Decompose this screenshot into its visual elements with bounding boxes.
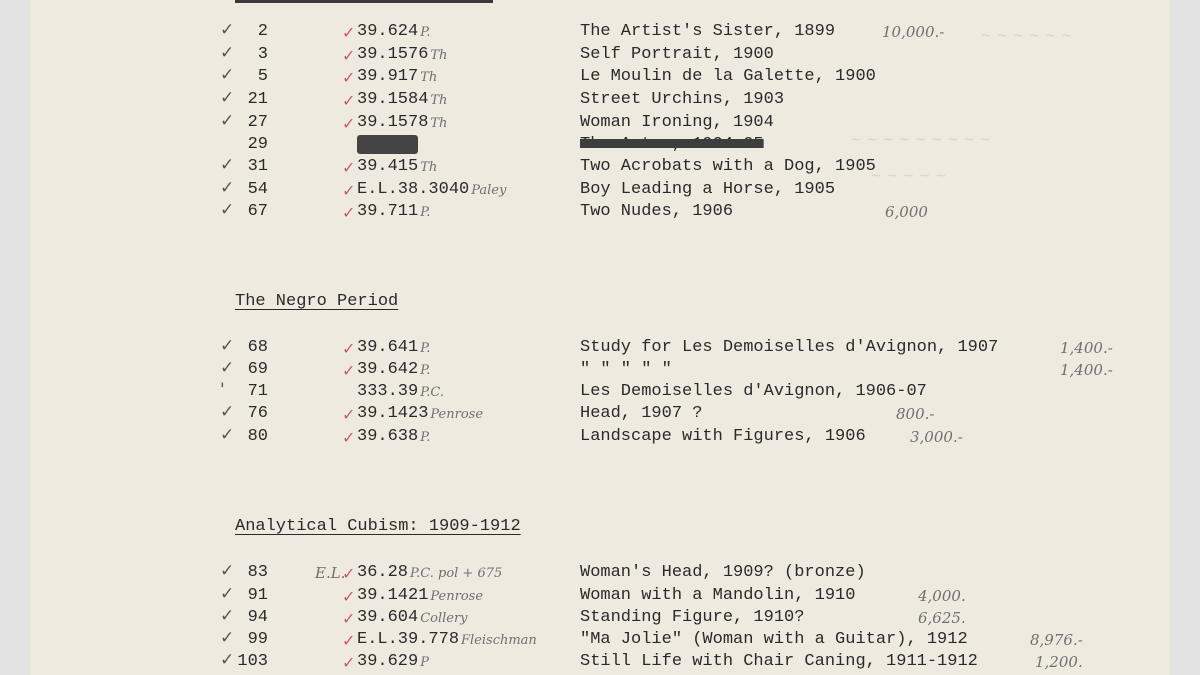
list-item — [30, 338, 1170, 360]
accession-note: Collery — [420, 611, 468, 626]
artwork-title: Standing Figure, 1910? — [580, 608, 805, 627]
accession-checkmark: ✓ — [342, 114, 356, 133]
accession-number: 39.711 — [357, 202, 419, 221]
list-item — [30, 157, 1170, 179]
price-note: 800.- — [896, 405, 935, 423]
artwork-title: Study for Les Demoiselles d'Avignon, 1907 — [580, 338, 999, 357]
accession-note: P. — [420, 205, 431, 220]
checkmark: ✓ — [220, 402, 235, 422]
item-number: 94 — [247, 608, 268, 627]
accession-checkmark: ✓ — [342, 203, 356, 222]
accession-number: 39.641 — [357, 338, 419, 357]
list-item — [30, 202, 1170, 224]
checkmark: ✓ — [220, 20, 235, 40]
accession-note: P — [420, 655, 429, 670]
list-item — [30, 563, 1170, 585]
accession-note: P. — [420, 341, 431, 356]
accession-note: Fleischman — [461, 633, 537, 648]
artwork-title: The Actor, 1904-05 — [580, 135, 764, 154]
item-number: 21 — [247, 90, 268, 109]
accession-note: Th — [430, 48, 448, 63]
accession-number: 39.415 — [357, 157, 419, 176]
accession-number: 333.39 — [357, 382, 419, 401]
accession-note: P.C. — [420, 385, 445, 400]
accession-number: 39.1584 — [357, 90, 429, 109]
accession-number: 36.28 — [357, 563, 409, 582]
checkmark: ✓ — [220, 358, 235, 378]
list-item — [30, 45, 1170, 67]
list-item — [30, 135, 1170, 157]
checkmark: ✓ — [220, 628, 235, 648]
accession-number: 39.1423 — [357, 404, 429, 423]
item-number: 76 — [247, 404, 268, 423]
checkmark: ✓ — [220, 178, 235, 198]
list-item — [30, 180, 1170, 202]
accession-number: 39.624 — [357, 22, 419, 41]
list-item — [30, 382, 1170, 404]
accession-checkmark: ✓ — [342, 68, 356, 87]
accession-number: 39.917 — [357, 67, 419, 86]
accession-checkmark: ✓ — [342, 339, 356, 358]
price-note: 1,400.- — [1060, 339, 1113, 357]
accession-note: Penrose — [430, 589, 484, 604]
item-number: 68 — [247, 338, 268, 357]
list-item — [30, 113, 1170, 135]
accession-checkmark: ✓ — [342, 609, 356, 628]
price-note: 6,625. — [918, 609, 966, 627]
item-number: 71 — [247, 382, 268, 401]
checkmark: ' — [220, 380, 225, 400]
checkmark: ✓ — [220, 111, 235, 131]
accession-checkmark: ✓ — [342, 91, 356, 110]
list-item — [30, 360, 1170, 382]
artwork-title: Woman with a Mandolin, 1910 — [580, 586, 856, 605]
accession-checkmark: ✓ — [342, 361, 356, 380]
list-item — [30, 67, 1170, 89]
artwork-title: Two Acrobats with a Dog, 1905 — [580, 157, 876, 176]
item-number: 67 — [247, 202, 268, 221]
checkmark: ✓ — [220, 425, 235, 445]
artwork-title: "Ma Jolie" (Woman with a Guitar), 1912 — [580, 630, 968, 649]
artwork-title: " " " " " — [580, 360, 672, 379]
item-number: 27 — [247, 113, 268, 132]
accession-number: 39.629 — [357, 652, 419, 671]
accession-note: P. — [420, 25, 431, 40]
item-number: 54 — [247, 180, 268, 199]
artwork-title: The Artist's Sister, 1899 — [580, 22, 836, 41]
accession-number: E.L.39.778 — [357, 630, 460, 649]
list-item — [30, 22, 1170, 44]
accession-checkmark: ✓ — [342, 631, 356, 650]
artwork-title: Les Demoiselles d'Avignon, 1906-07 — [580, 382, 927, 401]
section-title: The Negro Period — [235, 292, 399, 311]
price-note: 1,400.- — [1060, 361, 1113, 379]
accession-note: Th — [430, 116, 448, 131]
list-item — [30, 404, 1170, 426]
list-item — [30, 586, 1170, 608]
price-note: 3,000.- — [910, 428, 963, 446]
price-note: 10,000.- — [882, 23, 945, 41]
accession-checkmark: ✓ — [342, 428, 356, 447]
item-number: 31 — [247, 157, 268, 176]
accession-number: 39.638 — [357, 427, 419, 446]
document-page: ~ ~ ~ ~ ~ ~ ~ ~ ~ ~ ~ ~ ~ ~ ~ ~ ~ ~ ~ ~ ✓ 2 ✓ 39.624 P. The Artist's Sister, 1899 10,000.- ✓ 3 ✓ 39.1576 Th Self Portrait, 1900 ✓ 5 ✓ 39.917 Th Le Moulin de la Galette, 1900 ✓ 21 ✓ 39.1584 Th Street Urchins, 1903 ✓ 27 ✓ 39.1578 Th Woman Ironing, 1904 29 39.210 The Actor, 1904-05 ✓ 31 ✓ 39.415 Th Two Acrobats with a Dog, 1905 ✓ 54 ✓ E.L.38.3040 Paley Boy Leading a Horse, 1905 ✓ 67 ✓ 39.711 P. Two Nudes, 1906 6,000 The Negro Period ✓ 68 ✓ 39.641 P. Study for Les Demoiselles d'Avignon, 1907 1,400.- ✓ 69 ✓ 39.642 P. " " " " " 1,400.- ' 71 333.39 P.C. Les Demoiselles d'Avignon, 1906-07 ✓ 76 ✓ 39.1423 Penrose Head, 1907 ? 800.- ✓ 80 ✓ 39.638 P. Landscape with Figures, 1906 3,000.- Analytical Cubism: 1909-1912 ✓ 83 E.L. ✓ 36.28 P.C. pol + 675 Woman's Head, 1909? (bronze) ✓ 91 ✓ 39.1421 Penrose Woman with a Mandolin, 1910 4,000. ✓ 94 ✓ 39.604 Collery Standing Figure, 1910? 6,625. ✓ 99 ✓ E.L.39.778 Fleischman "Ma Jolie" (Woman with a Guitar), 1912 8,976.- ✓ 103 ✓ 39.629 P Still Life with Chair Caning, 1911-1912 1,200. — [30, 0, 1170, 675]
accession-number: 39.1576 — [357, 45, 429, 64]
item-number: 5 — [257, 67, 268, 86]
item-number: 29 — [247, 135, 268, 154]
artwork-title: Self Portrait, 1900 — [580, 45, 774, 64]
accession-checkmark: ✓ — [342, 23, 356, 42]
checkmark: ✓ — [220, 65, 235, 85]
accession-number: 39.1578 — [357, 113, 429, 132]
item-number: 3 — [257, 45, 268, 64]
accession-number: E.L.38.3040 — [357, 180, 470, 199]
accession-note: Penrose — [430, 407, 484, 422]
accession-number: 39.642 — [357, 360, 419, 379]
artwork-title: Woman Ironing, 1904 — [580, 113, 774, 132]
accession-checkmark: ✓ — [342, 158, 356, 177]
accession-note: Th — [430, 93, 448, 108]
item-number: 80 — [247, 427, 268, 446]
accession-note: P.C. pol + 675 — [410, 566, 503, 581]
accession-note: Th — [420, 70, 438, 85]
list-item — [30, 630, 1170, 652]
artwork-title: Still Life with Chair Caning, 1911-1912 — [580, 652, 978, 671]
artwork-title: Head, 1907 ? — [580, 404, 703, 423]
accession-checkmark: ✓ — [342, 653, 356, 672]
accession-checkmark: ✓ — [342, 587, 356, 606]
artwork-title: Woman's Head, 1909? (bronze) — [580, 563, 866, 582]
checkmark: ✓ — [220, 200, 235, 220]
artwork-title: Street Urchins, 1903 — [580, 90, 785, 109]
item-number: 99 — [247, 630, 268, 649]
item-number: 2 — [257, 22, 268, 41]
checkmark: ✓ — [220, 561, 235, 581]
list-item — [30, 90, 1170, 112]
checkmark: ✓ — [220, 43, 235, 63]
checkmark: ✓ — [220, 88, 235, 108]
item-number: 83 — [247, 563, 268, 582]
accession-note: P. — [420, 363, 431, 378]
item-number: 91 — [247, 586, 268, 605]
list-item — [30, 427, 1170, 449]
top-underline — [235, 0, 493, 3]
checkmark: ✓ — [220, 650, 235, 670]
price-note: 8,976.- — [1030, 631, 1083, 649]
item-number: 103 — [237, 652, 268, 671]
checkmark: ✓ — [220, 606, 235, 626]
accession-prefix: E.L. — [315, 564, 346, 582]
accession-checkmark: ✓ — [342, 181, 356, 200]
artwork-title: Boy Leading a Horse, 1905 — [580, 180, 836, 199]
accession-note: Paley — [471, 183, 507, 198]
accession-checkmark: ✓ — [342, 405, 356, 424]
section-title: Analytical Cubism: 1909-1912 — [235, 517, 521, 536]
accession-note: P. — [420, 430, 431, 445]
accession-checkmark: ✓ — [342, 46, 356, 65]
checkmark: ✓ — [220, 584, 235, 604]
accession-note: Th — [420, 160, 438, 175]
accession-number: 39.1421 — [357, 586, 429, 605]
accession-number: 39.210 — [357, 135, 419, 154]
list-item — [30, 652, 1170, 674]
artwork-title: Landscape with Figures, 1906 — [580, 427, 866, 446]
artwork-title: Two Nudes, 1906 — [580, 202, 734, 221]
list-item — [30, 608, 1170, 630]
price-note: 6,000 — [885, 203, 928, 221]
item-number: 69 — [247, 360, 268, 379]
price-note: 4,000. — [918, 587, 966, 605]
price-note: 1,200. — [1035, 653, 1083, 671]
artwork-title: Le Moulin de la Galette, 1900 — [580, 67, 876, 86]
accession-checkmark: ✓ — [342, 564, 356, 583]
checkmark: ✓ — [220, 155, 235, 175]
accession-number: 39.604 — [357, 608, 419, 627]
checkmark: ✓ — [220, 336, 235, 356]
